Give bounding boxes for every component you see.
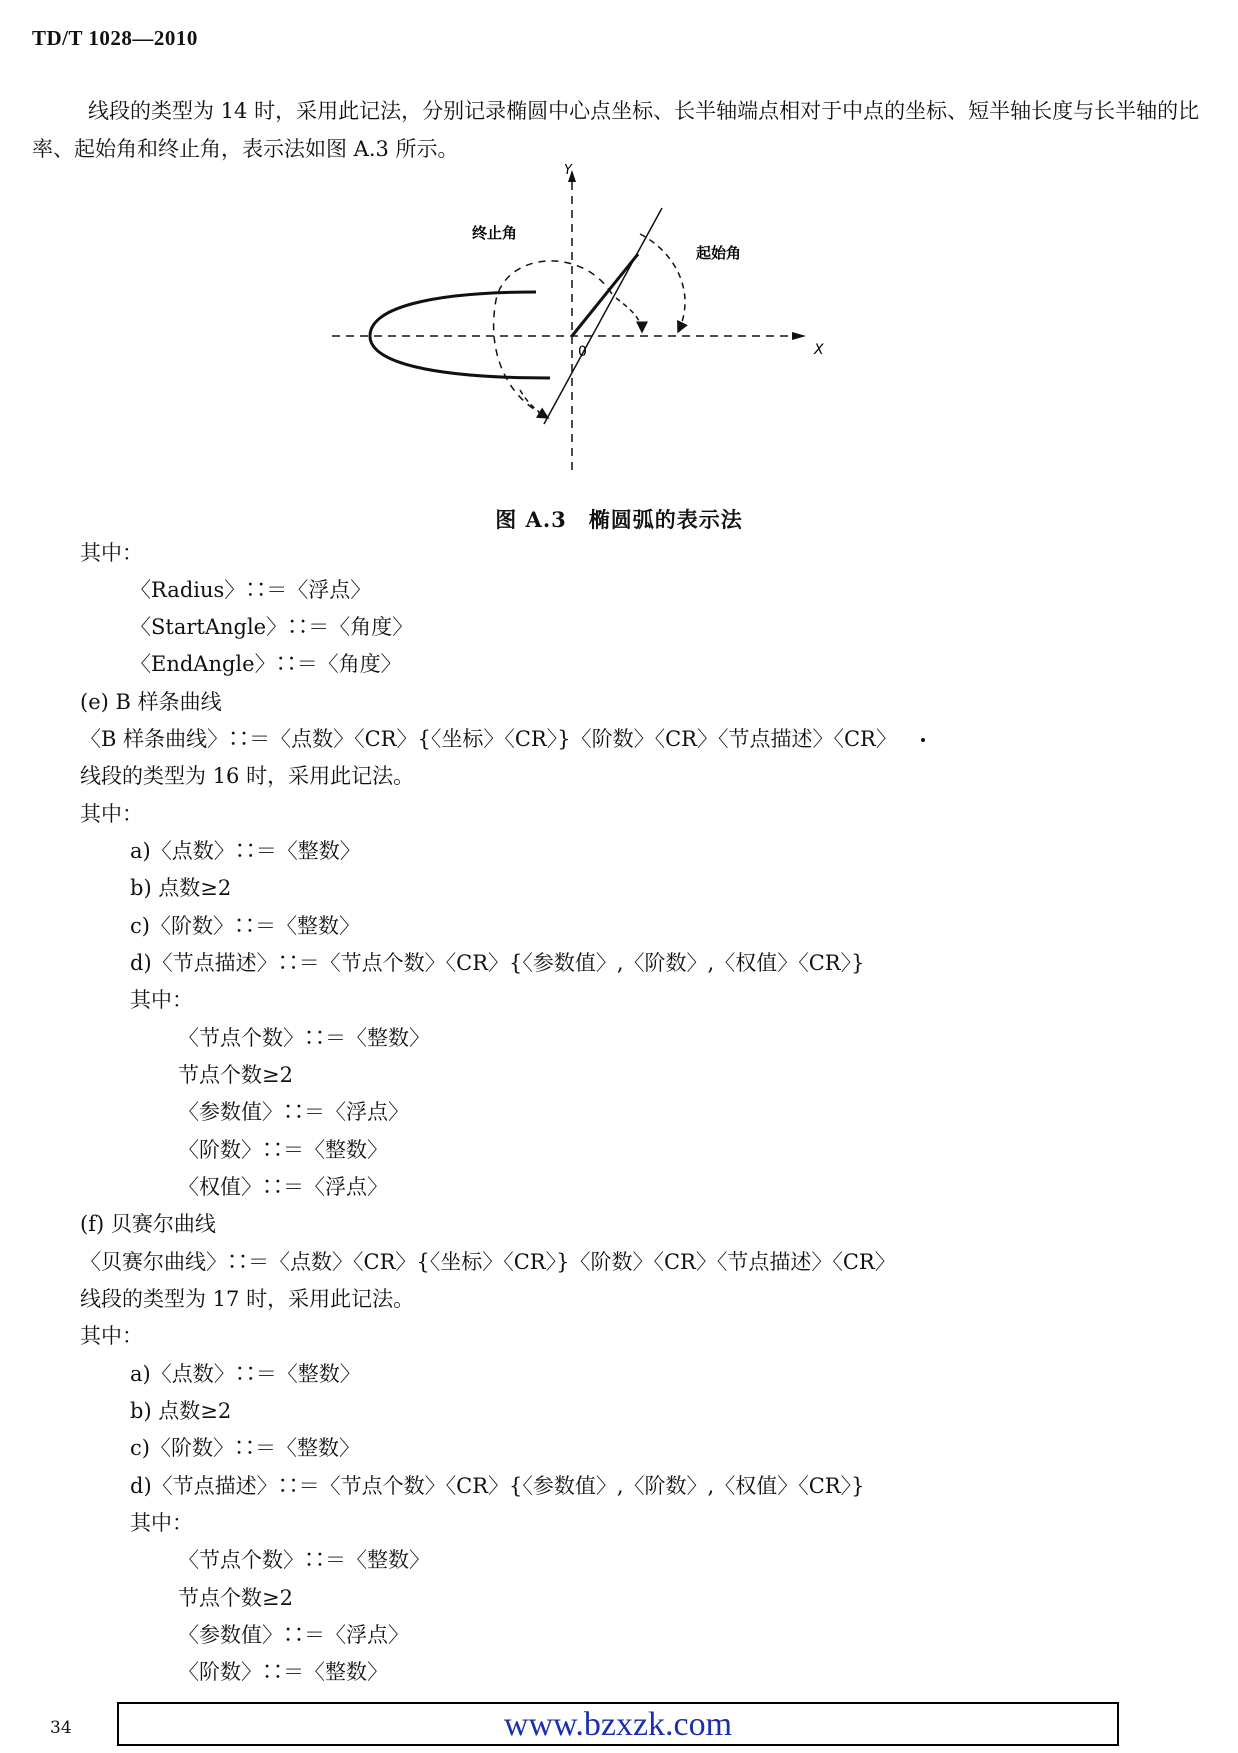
ellipse-arc [370, 292, 550, 378]
text-line: 其中： [130, 988, 193, 1012]
text-line: 〈阶数〉∷＝〈整数〉 [178, 1660, 388, 1684]
text-line: 〈B 样条曲线〉∷＝〈点数〉〈CR〉{〈坐标〉〈CR〉}〈阶数〉〈CR〉〈节点描述〉〈CR〉 [80, 727, 897, 751]
text-line: 〈贝赛尔曲线〉∷＝〈点数〉〈CR〉{〈坐标〉〈CR〉}〈阶数〉〈CR〉〈节点描述〉〈CR〉 [80, 1250, 896, 1274]
end-angle-arrow [616, 298, 642, 332]
intro-paragraph: 线段的类型为 14 时，采用此记法，分别记录椭圆中心点坐标、长半轴端点相对于中点的坐标、短半轴长度与长半轴的比率、起始角和终止角，表示法如图 A.3 所示。 [32, 99, 1200, 161]
text-line: 〈阶数〉∷＝〈整数〉 [178, 1138, 388, 1162]
start-angle-arc [640, 234, 685, 332]
x-axis-label: X [814, 342, 824, 358]
ellipse-arc-figure [320, 160, 840, 480]
start-angle-label: 起始角 [696, 244, 742, 262]
text-line: 线段的类型为 16 时，采用此记法。 [80, 764, 415, 788]
text-line: 线段的类型为 17 时，采用此记法。 [80, 1287, 415, 1311]
text-line: 〈Radius〉∷＝〈浮点〉 [130, 578, 372, 602]
footer-box [117, 1702, 1119, 1746]
list-item: d)〈节点描述〉∷＝〈节点个数〉〈CR〉{〈参数值〉,〈阶数〉,〈权值〉〈CR〉} [130, 1474, 865, 1498]
angle-line [544, 208, 662, 424]
list-item: d)〈节点描述〉∷＝〈节点个数〉〈CR〉{〈参数值〉,〈阶数〉,〈权值〉〈CR〉} [130, 951, 865, 975]
text-line: 〈参数值〉∷＝〈浮点〉 [178, 1623, 409, 1647]
angle-line-thick [572, 254, 638, 336]
list-item: b) 点数≥2 [130, 876, 232, 900]
list-item: c)〈阶数〉∷＝〈整数〉 [130, 1436, 360, 1460]
text-line: 其中： [80, 802, 143, 826]
text-line: 其中： [80, 541, 143, 565]
text-line: 〈权值〉∷＝〈浮点〉 [178, 1175, 388, 1199]
standard-code-header: TD/T 1028—2010 [32, 26, 198, 50]
y-axis-label: Y [564, 163, 572, 178]
stray-dot [921, 738, 925, 742]
footer-url-link[interactable]: www.bzxzk.com [503, 1706, 733, 1743]
list-item: c)〈阶数〉∷＝〈整数〉 [130, 914, 360, 938]
text-line: 〈StartAngle〉∷＝〈角度〉 [130, 615, 414, 639]
text-line: 〈参数值〉∷＝〈浮点〉 [178, 1100, 409, 1124]
x-axis-arrow-icon [792, 332, 806, 340]
page-number: 34 [50, 1718, 72, 1738]
figure-caption: 图 A.3 椭圆弧的表示法 [495, 507, 743, 532]
section-heading-e: (e) B 样条曲线 [80, 690, 222, 714]
text-line: 〈节点个数〉∷＝〈整数〉 [178, 1548, 430, 1572]
text-line: 〈EndAngle〉∷＝〈角度〉 [130, 652, 402, 676]
text-line: 其中： [80, 1324, 143, 1348]
list-item: b) 点数≥2 [130, 1399, 232, 1423]
text-line: 节点个数≥2 [178, 1586, 293, 1610]
list-item: a)〈点数〉∷＝〈整数〉 [130, 839, 361, 863]
section-heading-f: (f) 贝赛尔曲线 [80, 1212, 216, 1236]
list-item: a)〈点数〉∷＝〈整数〉 [130, 1362, 361, 1386]
text-line: 〈节点个数〉∷＝〈整数〉 [178, 1026, 430, 1050]
lower-circle-arrow [520, 390, 548, 418]
origin-label: 0 [578, 344, 587, 360]
dashed-circle [494, 261, 612, 418]
text-line: 节点个数≥2 [178, 1063, 293, 1087]
end-angle-label: 终止角 [472, 224, 518, 242]
text-line: 其中： [130, 1511, 193, 1535]
